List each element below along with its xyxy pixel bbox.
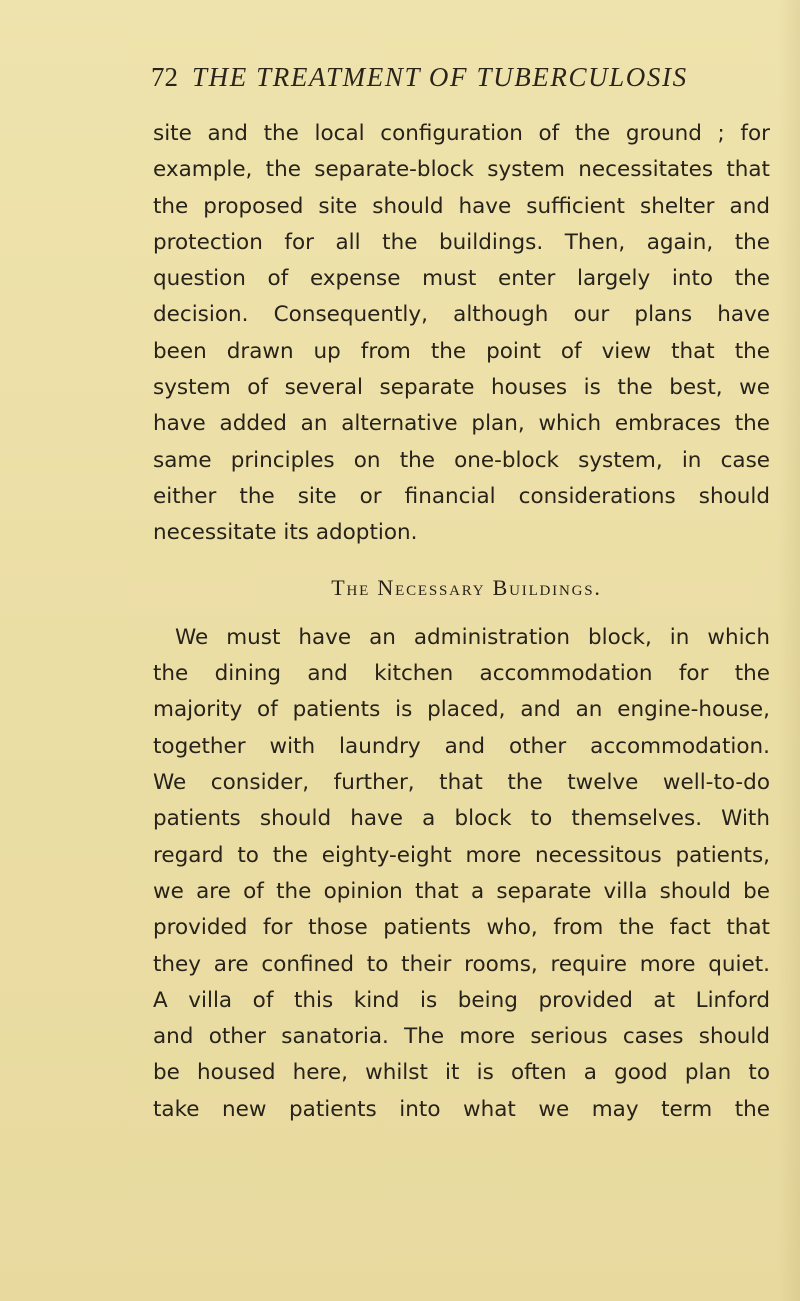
text-line: take new patients into what we may term the bbox=[153, 1096, 770, 1122]
text-line: system of several separate houses is the best, we bbox=[153, 375, 770, 401]
text-line: We consider, further, that the twelve well-to-do bbox=[153, 770, 770, 796]
text-line: A villa of this kind is being provided at Linford bbox=[153, 987, 770, 1013]
paragraph-2 bbox=[153, 620, 770, 1128]
text-line: and other sanatoria. The more serious cases should bbox=[153, 1024, 770, 1050]
text-line: decision. Consequently, although our plans have bbox=[153, 302, 770, 328]
text-line: provided for those patients who, from the fact that bbox=[153, 915, 770, 941]
text-line: the proposed site should have sufficient shelter and bbox=[153, 193, 770, 219]
text-line: been drawn up from the point of view that the bbox=[153, 338, 770, 364]
running-head bbox=[151, 62, 761, 93]
text-line: question of expense must enter largely into the bbox=[153, 266, 770, 292]
text-line: be housed here, whilst it is often a good plan to bbox=[153, 1060, 770, 1086]
running-title: THE TREATMENT OF TUBERCULOSIS bbox=[192, 62, 688, 92]
text-line: example, the separate-block system necessitates that bbox=[153, 157, 770, 183]
text-line: protection for all the buildings. Then, again, the bbox=[153, 229, 770, 255]
text-line: they are confined to their rooms, require more quiet. bbox=[153, 951, 770, 977]
text-line: together with laundry and other accommodation. bbox=[153, 733, 770, 759]
text-line: majority of patients is placed, and an engine-house, bbox=[153, 697, 770, 723]
body-text bbox=[153, 116, 770, 1128]
section-heading-text: The Necessary Buildings. bbox=[331, 574, 602, 600]
section-heading bbox=[153, 570, 770, 606]
paragraph-1 bbox=[153, 116, 770, 552]
text-line: we are of the opinion that a separate villa should be bbox=[153, 878, 770, 904]
page-edge-shadow bbox=[778, 0, 800, 1301]
text-line: patients should have a block to themselves. With bbox=[153, 806, 770, 832]
text-line: necessitate its adoption. bbox=[153, 520, 418, 546]
text-line: same principles on the one-block system, in case bbox=[153, 447, 770, 473]
text-line: site and the local configuration of the ground ; for bbox=[153, 121, 770, 146]
text-line: We must have an administration block, in which bbox=[175, 624, 770, 650]
text-line: regard to the eighty-eight more necessitous patients, bbox=[153, 842, 770, 868]
text-line: either the site or financial considerations should bbox=[153, 483, 770, 509]
page-number: 72 bbox=[151, 62, 178, 92]
text-line: have added an alternative plan, which embraces the bbox=[153, 411, 770, 437]
text-line: the dining and kitchen accommodation for the bbox=[153, 661, 770, 687]
